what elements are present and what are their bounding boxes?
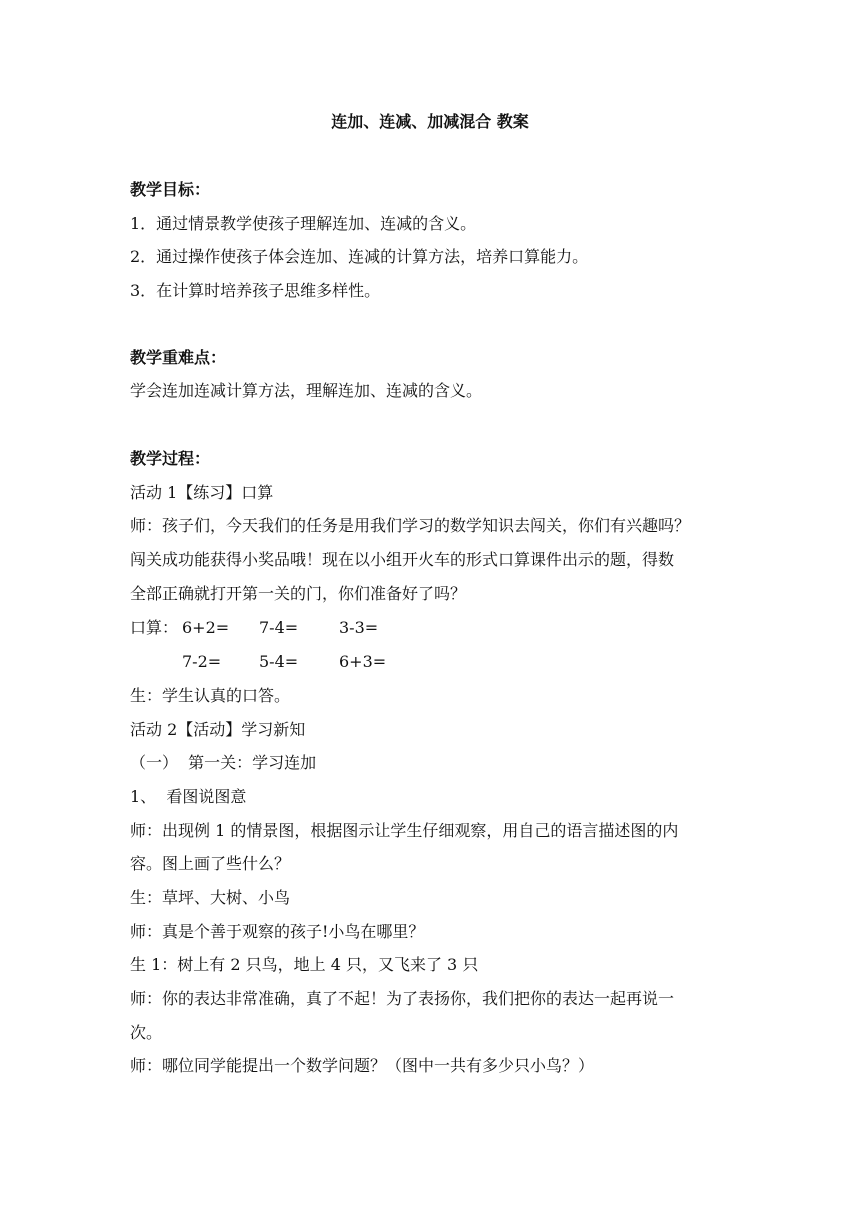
math-problem: 5-4= — [259, 652, 299, 671]
math-problem: 6+2= — [182, 618, 230, 637]
document-title: 连加、连减、加减混合 教案 — [331, 112, 529, 131]
teacher-intro-line-3: 全部正确就打开第一关的门，你们准备好了吗？ — [130, 584, 467, 603]
dialogue-line-1: 师：出现例 1 的情景图，根据图示让学生仔细观察，用自己的语言描述图的内 — [130, 821, 679, 840]
student-answer: 生：学生认真的口答。 — [130, 686, 291, 705]
goals-heading: 教学目标： — [130, 180, 211, 199]
keypoints-heading: 教学重难点： — [130, 348, 227, 367]
activity2-title: 活动 2【活动】学习新知 — [130, 720, 306, 739]
math-problem: 3-3= — [339, 618, 379, 637]
dialogue-line-5: 生 1：树上有 2 只鸟，地上 4 只，又飞来了 3 只 — [130, 955, 479, 974]
mental-math-label: 口算： — [130, 618, 179, 637]
activity1-title: 活动 1【练习】口算 — [130, 483, 274, 502]
teacher-intro-line-1: 师：孩子们，今天我们的任务是用我们学习的数学知识去闯关，你们有兴趣吗？ — [130, 516, 691, 535]
teacher-intro-line-2: 闯关成功能获得小奖品哦！现在以小组开火车的形式口算课件出示的题，得数 — [130, 550, 675, 569]
goal-item-1: 1．通过情景教学使孩子理解连加、连减的含义。 — [130, 214, 477, 233]
dialogue-line-8: 师：哪位同学能提出一个数学问题？（图中一共有多少只小鸟？） — [130, 1056, 595, 1075]
math-problem: 7-4= — [259, 618, 299, 637]
dialogue-line-2: 容。图上画了些什么？ — [130, 854, 291, 873]
goal-item-2: 2．通过操作使孩子体会连加、连减的计算方法，培养口算能力。 — [130, 247, 589, 266]
math-problem: 6+3= — [339, 652, 387, 671]
dialogue-line-6: 师：你的表达非常准确，真了不起！为了表扬你，我们把你的表达一起再说一 — [130, 989, 675, 1008]
section1-heading: （一） 第一关：学习连加 — [130, 753, 317, 772]
dialogue-line-7: 次。 — [130, 1023, 163, 1042]
step1-heading: 1、 看图说图意 — [130, 787, 247, 806]
dialogue-line-3: 生：草坪、大树、小鸟 — [130, 888, 291, 907]
dialogue-line-4: 师：真是个善于观察的孩子!小鸟在哪里？ — [130, 922, 425, 941]
process-heading: 教学过程： — [130, 449, 211, 468]
math-problem: 7-2= — [182, 652, 222, 671]
keypoints-text: 学会连加连减计算方法，理解连加、连减的含义。 — [130, 381, 483, 400]
goal-item-3: 3．在计算时培养孩子思维多样性。 — [130, 281, 381, 300]
